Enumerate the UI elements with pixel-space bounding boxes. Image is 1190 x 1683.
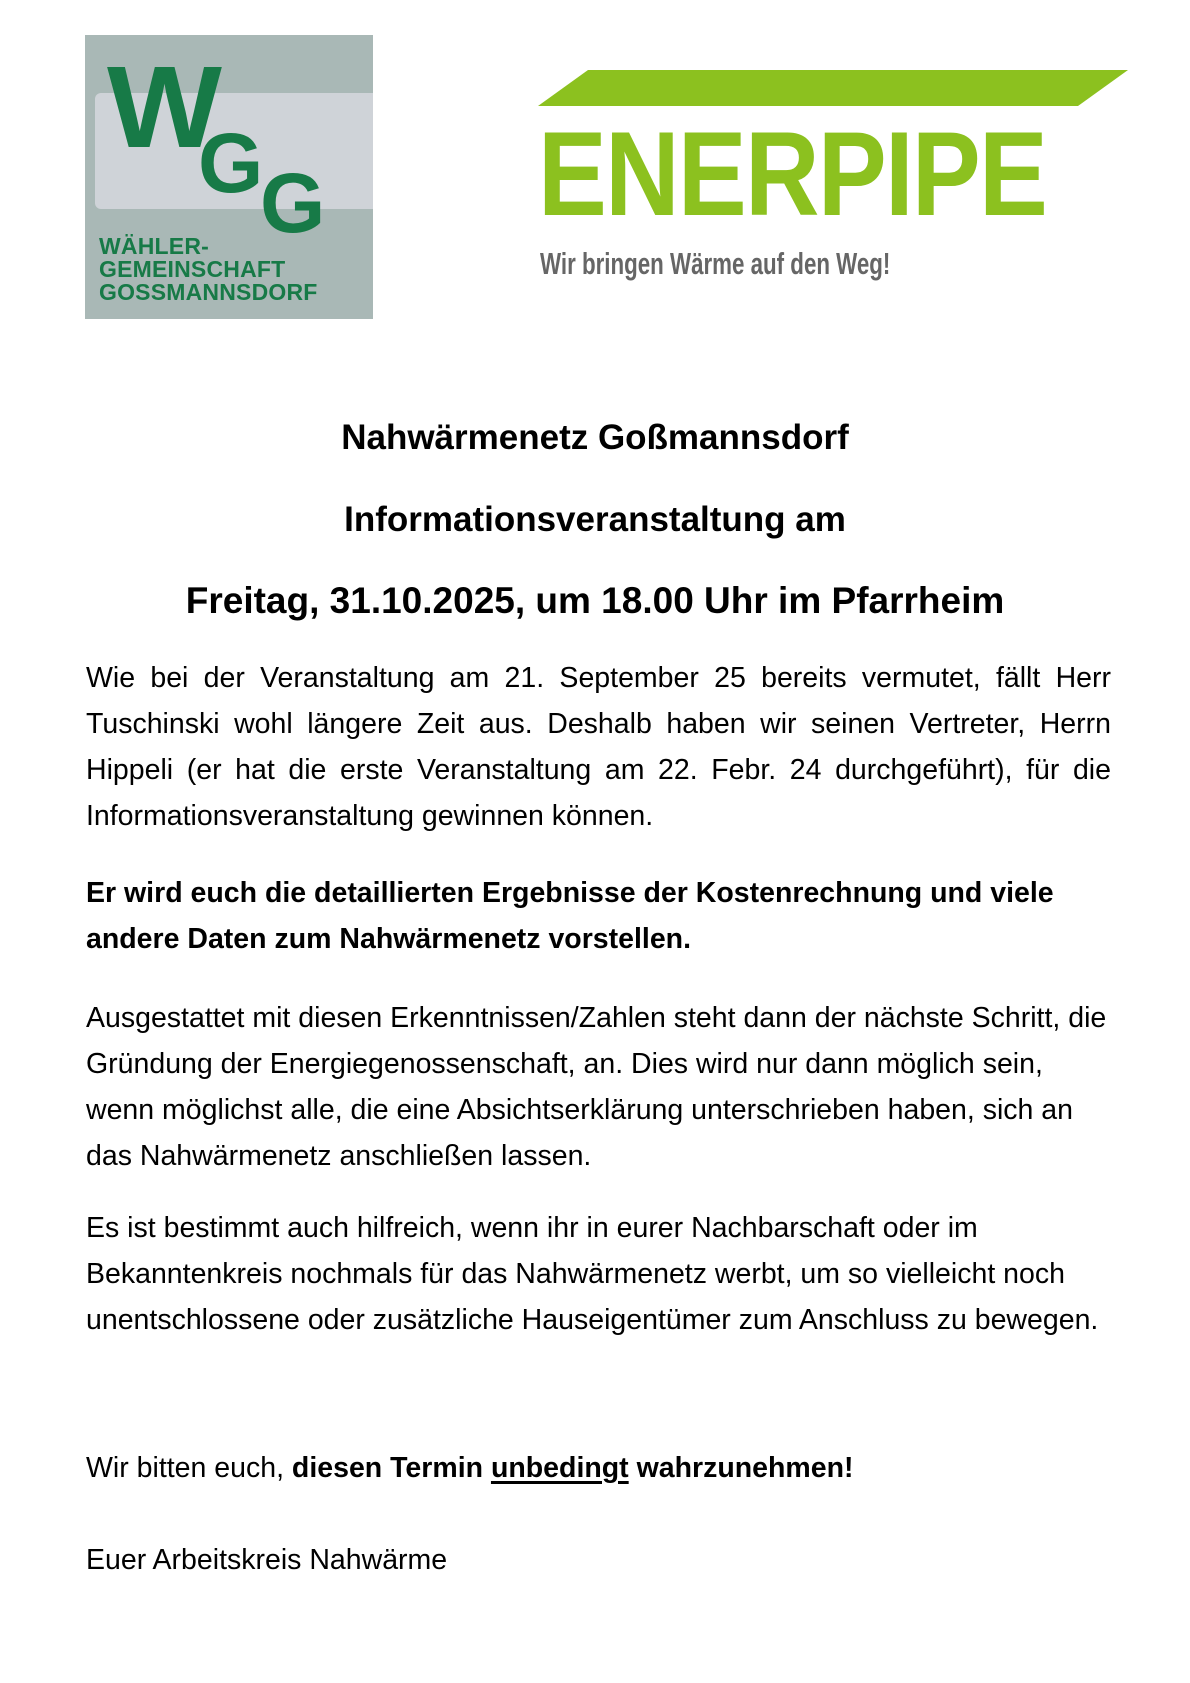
wgg-logo xyxy=(85,35,373,319)
caption-line: WÄHLER- xyxy=(99,233,209,259)
paragraph-presentation: Er wird euch die detaillierten Ergebnisse der Kostenrechnung und viele andere Daten zum Nahwärmenetz vorstellen. xyxy=(86,877,1054,955)
caption-line: GOSSMANNSDORF xyxy=(99,279,318,305)
appeal-prefix: Wir bitten euch, xyxy=(86,1452,292,1484)
caption-line: GEMEINSCHAFT xyxy=(99,256,286,282)
paragraph-neighborhood: Es ist bestimmt auch hilfreich, wenn ihr in eurer Nachbarschaft oder im Bekanntenkreis nochmals für das Nahwärmenetz werbt, um so vielleicht noch unentschlossene oder zusätzliche Hauseigentümer zum Anschluss zu bewegen. xyxy=(86,1212,1099,1336)
roof-shape-icon xyxy=(538,70,1128,110)
logo-letter-g1: G xyxy=(198,116,264,210)
logo-letter-g2: G xyxy=(260,156,326,250)
paragraph-speaker-change: Wie bei der Veranstaltung am 21. September 25 bereits vermutet, fällt Herr Tuschinski wohl längere Zeit aus. Deshalb haben wir seinen Vertreter, Herrn Hippeli (er hat die erste Veranstaltung am 22. Febr. 24 durchgeführt), für die Informationsveranstaltung gewinnen können. xyxy=(86,662,1111,832)
event-date-line: Freitag, 31.10.2025, um 18.00 Uhr im Pfarrheim xyxy=(185,580,1005,621)
logo-letter-w: W xyxy=(107,42,222,172)
paragraph-cooperative: Ausgestattet mit diesen Erkenntnissen/Zahlen steht dann der nächste Schritt, die Gründung der Energiegenossenschaft, an. Dies wird nur dann möglich sein, wenn möglichst alle, die eine Absichtserklärung unterschrieben haben, sich an das Nahwärmenetz anschließen lassen. xyxy=(86,1002,1107,1172)
signature: Euer Arbeitskreis Nahwärme xyxy=(86,1544,448,1576)
document-title: Nahwärmenetz Goßmannsdorf xyxy=(341,418,849,457)
logo-caption xyxy=(99,235,318,304)
appeal-line xyxy=(86,1445,1111,1491)
enerpipe-logo xyxy=(538,70,1128,300)
appeal-bold-start: diesen Termin xyxy=(291,1452,491,1484)
appeal-bold-end: wahrzunehmen! xyxy=(628,1452,854,1484)
enerpipe-wordmark: ENERPIPE xyxy=(538,107,1047,241)
appeal-underlined: unbedingt xyxy=(490,1452,629,1484)
document-subtitle: Informationsveranstaltung am xyxy=(344,500,846,539)
enerpipe-tagline: Wir bringen Wärme auf den Weg! xyxy=(540,246,891,281)
